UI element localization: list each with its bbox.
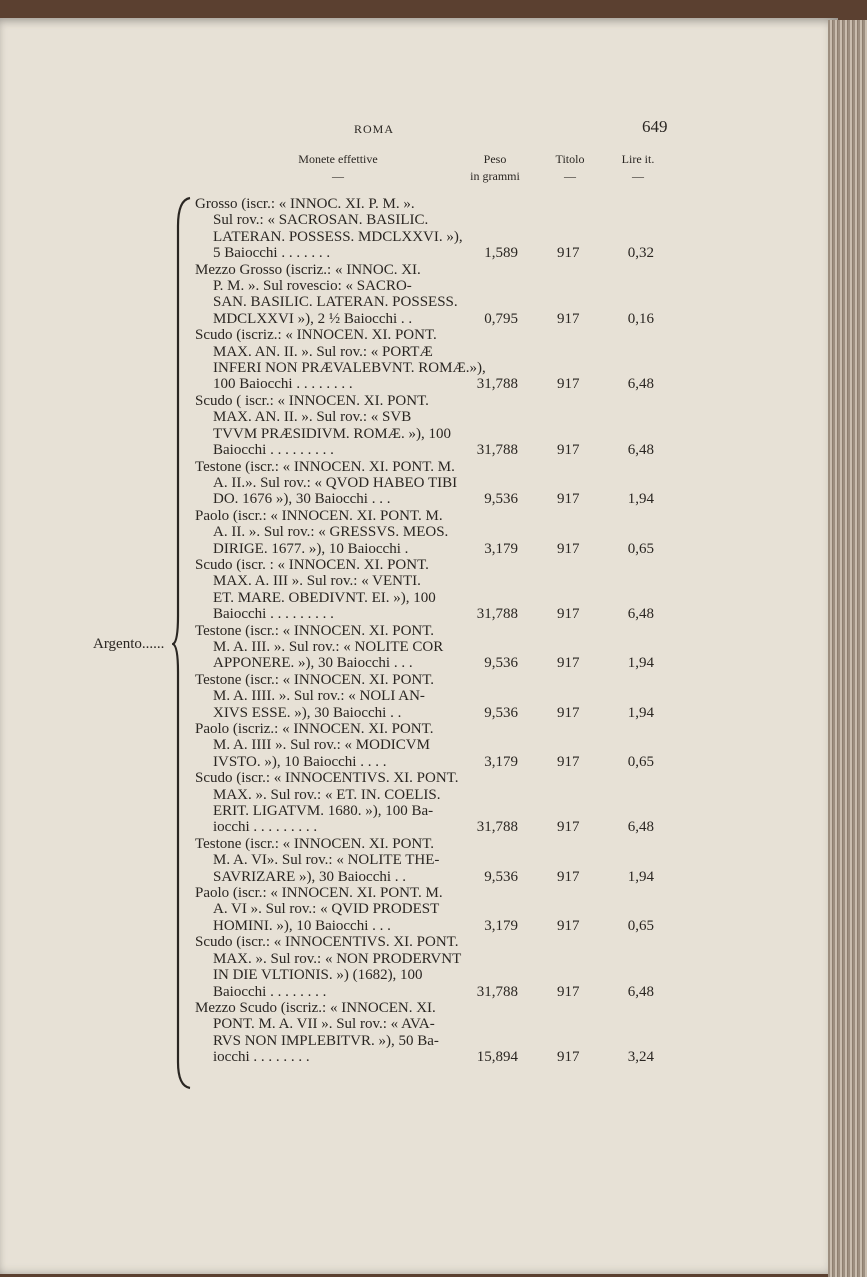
coin-description [195, 721, 445, 770]
coin-entry [0, 557, 838, 623]
coin-fineness: 917 [557, 917, 580, 934]
coin-description-line: PONT. M. A. VII ». Sul rov.: « AVA- [213, 1016, 435, 1033]
coin-description-line: Testone (iscr.: « INNOCEN. XI. PONT. [195, 622, 435, 639]
coin-value-lire: 1,94 [627, 491, 654, 508]
coin-weight: 3,179 [484, 753, 518, 770]
coin-value-lire: 0,65 [627, 540, 654, 557]
coin-description-line: M. A. VI». Sul rov.: « NOLITE THE- [213, 852, 440, 869]
coin-description-line: MAX. AN. II. ». Sul rov.: « PORTÆ [213, 343, 433, 360]
coin-entry [0, 934, 838, 1000]
coin-description-line: P. M. ». Sul rovescio: « SACRO- [213, 278, 412, 295]
coin-value-lire: 6,48 [627, 983, 654, 1000]
coin-description [195, 196, 463, 262]
column-header-peso-line2: in grammi [470, 169, 520, 183]
coin-weight: 31,788 [476, 606, 518, 623]
coin-weight: 15,894 [476, 1049, 518, 1066]
coin-description-line: Paolo (iscr.: « INNOCEN. XI. PONT. M. [195, 885, 443, 902]
column-header-dash: — [632, 169, 644, 183]
coin-description [195, 261, 458, 328]
coin-description-line: DIRIGE. 1677. »), 10 Baiocchi . [213, 540, 409, 557]
metal-label: Argento...... [93, 636, 165, 652]
coin-description [195, 770, 459, 836]
coin-value-lire: 0,65 [627, 753, 654, 770]
coin-description-line: MAX. AN. II. ». Sul rov.: « SVB [213, 409, 412, 426]
coin-description [195, 836, 445, 885]
coin-description-line: A. II. ». Sul rov.: « GRESSVS. MEOS. [213, 524, 449, 541]
coin-description [195, 885, 445, 934]
column-header-coins-label: Monete effettive [298, 152, 378, 166]
coin-entry [0, 262, 838, 328]
coin-description-line: RVS NON IMPLEBITVR. »), 50 Ba- [213, 1032, 439, 1049]
coin-weight: 9,536 [484, 868, 518, 885]
coin-value-lire: 0,65 [627, 917, 654, 934]
coin-description-line: M. A. IIII. ». Sul rov.: « NOLI AN- [213, 688, 425, 705]
coin-description [195, 672, 445, 721]
coin-description-line: Scudo (iscr.: « INNOCENTIVS. XI. PONT. [195, 934, 459, 951]
coin-description-line: MAX. ». Sul rov.: « ET. IN. COELIS. [213, 786, 441, 803]
coin-description-line: IN DIE VLTIONIS. ») (1682), 100 [213, 967, 423, 984]
coin-description-line: Scudo (iscr.: « INNOCENTIVS. XI. PONT. [195, 770, 459, 787]
coin-fineness: 917 [557, 753, 580, 770]
coin-weight: 9,536 [484, 491, 518, 508]
column-header-lire-label: Lire it. [621, 152, 655, 166]
column-header-dash: — [564, 169, 576, 183]
coin-description-line: Baiocchi . . . . . . . . . [213, 606, 334, 623]
coin-fineness: 917 [557, 819, 580, 836]
coin-fineness: 917 [557, 310, 580, 327]
coin-fineness: 917 [557, 983, 580, 1000]
coin-value-lire: 6,48 [627, 819, 654, 836]
coin-description-line: Paolo (iscriz.: « INNOCEN. XI. PONT. [195, 721, 434, 737]
page-number: 649 [642, 117, 668, 136]
coin-description-line: A. II.». Sul rov.: « QVOD HABEO TIBI [213, 474, 458, 491]
coin-description-line: Baiocchi . . . . . . . . [213, 983, 327, 1000]
coin-description-line: M. A. III. ». Sul rov.: « NOLITE COR [213, 638, 444, 655]
coin-weight: 3,179 [484, 540, 518, 557]
coin-entry [0, 721, 838, 770]
coin-description-line: ET. MARE. OBEDIVNT. EI. »), 100 [213, 589, 436, 606]
coin-description-line: 5 Baiocchi . . . . . . . [213, 245, 331, 262]
coin-description-line: Testone (iscr.: « INNOCEN. XI. PONT. M. [195, 458, 455, 475]
coin-fineness: 917 [557, 606, 580, 623]
coin-description-line: TVVM PRÆSIDIVM. ROMÆ. »), 100 [213, 425, 451, 442]
coin-value-lire: 1,94 [627, 655, 654, 672]
coin-entry [0, 770, 838, 836]
coin-weight: 1,589 [484, 245, 518, 262]
column-header-titolo-label: Titolo [555, 152, 585, 166]
coin-entry [0, 393, 838, 459]
column-header-coins [278, 151, 398, 185]
coin-description [195, 327, 486, 393]
coin-weight: 9,536 [484, 655, 518, 672]
coin-description-line: M. A. IIII ». Sul rov.: « MODICVM [213, 737, 430, 754]
coin-entry [0, 623, 838, 672]
coin-description-line: DO. 1676 »), 30 Baiocchi . . . [213, 491, 391, 508]
coin-description-line: Mezzo Grosso (iscriz.: « INNOC. XI. [195, 261, 421, 278]
coin-weight: 0,795 [484, 310, 518, 327]
coin-value-lire: 6,48 [627, 442, 654, 459]
coin-description [195, 623, 445, 672]
coin-value-lire: 3,24 [627, 1049, 654, 1066]
coin-description-line: iocchi . . . . . . . . [213, 1049, 310, 1066]
coin-description-line: ERIT. LIGATVM. 1680. »), 100 Ba- [213, 803, 434, 820]
coin-description-line: MDCLXXVI »), 2 ½ Baiocchi . . [213, 310, 413, 327]
column-header-dash: — [332, 169, 344, 183]
coin-description-line: Grosso (iscr.: « INNOC. XI. P. M. ». [195, 196, 415, 212]
coin-entry [0, 836, 838, 885]
coin-description-line: APPONERE. »), 30 Baiocchi . . . [213, 655, 413, 672]
coin-description-line: INFERI NON PRÆVALEBVNT. ROMÆ.»), [213, 360, 486, 377]
coin-description-line: Testone (iscr.: « INNOCEN. XI. PONT. [195, 671, 435, 688]
coin-description-line: Testone (iscr.: « INNOCEN. XI. PONT. [195, 835, 435, 852]
coin-value-lire: 6,48 [627, 376, 654, 393]
coin-description-line: Baiocchi . . . . . . . . . [213, 442, 334, 459]
column-header-lire [612, 151, 664, 185]
coin-description [195, 557, 445, 623]
coin-value-lire: 0,32 [627, 245, 654, 262]
coin-fineness: 917 [557, 376, 580, 393]
coin-fineness: 917 [557, 1049, 580, 1066]
coin-fineness: 917 [557, 655, 580, 672]
coin-value-lire: 1,94 [627, 868, 654, 885]
coin-entry [0, 327, 838, 393]
coin-description-line: MAX. A. III ». Sul rov.: « VENTI. [213, 573, 421, 590]
coin-description [195, 934, 462, 1000]
coin-list [0, 196, 838, 1066]
coin-description-line: XIVS ESSE. »), 30 Baiocchi . . [213, 704, 402, 721]
coin-description [195, 507, 449, 557]
coin-value-lire: 0,16 [627, 310, 654, 327]
coin-description-line: MAX. ». Sul rov.: « NON PRODERVNT [213, 950, 462, 967]
column-header-titolo [545, 151, 595, 185]
coin-entry [0, 508, 838, 557]
coin-description-line: LATERAN. POSSESS. MDCLXXVI. »), [213, 228, 463, 245]
column-header-peso-line1: Peso [483, 152, 507, 166]
coin-description [195, 458, 458, 508]
coin-value-lire: 6,48 [627, 606, 654, 623]
coin-description-line: Scudo (iscriz.: « INNOCEN. XI. PONT. [195, 327, 437, 344]
coin-description-line: SAVRIZARE »), 30 Baiocchi . . [213, 868, 407, 885]
coin-entry [0, 885, 838, 934]
coin-weight: 31,788 [476, 442, 518, 459]
coin-weight: 31,788 [476, 376, 518, 393]
coin-description-line: IVSTO. »), 10 Baiocchi . . . . [213, 753, 387, 770]
coin-description [195, 1000, 445, 1066]
coin-description [195, 392, 451, 459]
coin-fineness: 917 [557, 540, 580, 557]
coin-weight: 3,179 [484, 917, 518, 934]
coin-weight: 9,536 [484, 704, 518, 721]
running-title: ROMA [354, 122, 395, 136]
coin-description-line: Sul rov.: « SACROSAN. BASILIC. [213, 212, 429, 229]
coin-fineness: 917 [557, 704, 580, 721]
coin-description-line: HOMINI. »), 10 Baiocchi . . . [213, 917, 391, 934]
coin-weight: 31,788 [476, 819, 518, 836]
coin-description-line: Scudo (iscr. : « INNOCEN. XI. PONT. [195, 556, 429, 573]
coin-description-line: Scudo ( iscr.: « INNOCEN. XI. PONT. [195, 392, 429, 409]
coin-fineness: 917 [557, 245, 580, 262]
column-header-peso [458, 151, 532, 185]
coin-fineness: 917 [557, 868, 580, 885]
coin-description-line: 100 Baiocchi . . . . . . . . [213, 376, 353, 393]
coin-entry [0, 459, 838, 508]
coin-fineness: 917 [557, 491, 580, 508]
coin-value-lire: 1,94 [627, 704, 654, 721]
coin-description-line: SAN. BASILIC. LATERAN. POSSESS. [213, 294, 458, 311]
coin-entry [0, 672, 838, 721]
coin-fineness: 917 [557, 442, 580, 459]
coin-description-line: iocchi . . . . . . . . . [213, 819, 318, 836]
coin-description-line: Mezzo Scudo (iscriz.: « INNOCEN. XI. [195, 999, 436, 1016]
coin-description-line: A. VI ». Sul rov.: « QVID PRODEST [213, 901, 440, 918]
coin-entry [0, 196, 838, 262]
coin-entry [0, 1000, 838, 1066]
coin-weight: 31,788 [476, 983, 518, 1000]
coin-description-line: Paolo (iscr.: « INNOCEN. XI. PONT. M. [195, 507, 443, 524]
